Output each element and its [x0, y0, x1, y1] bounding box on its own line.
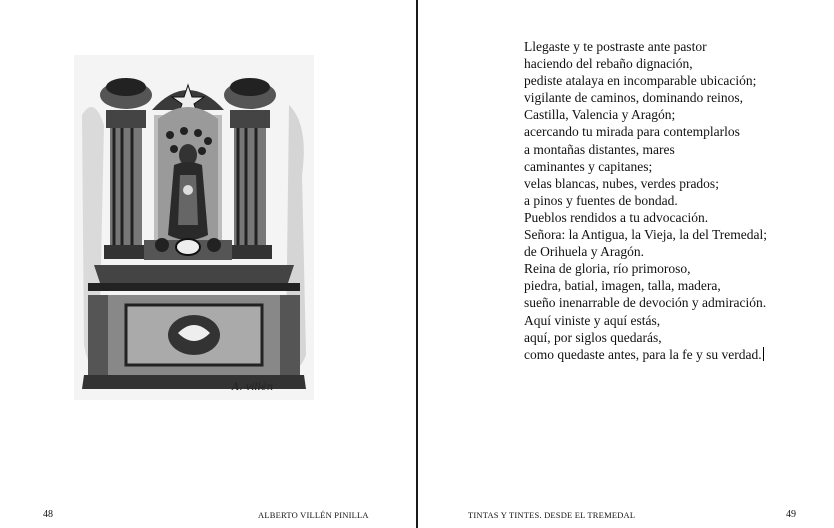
poem-line: piedra, batial, imagen, talla, madera,	[524, 278, 721, 294]
artist-signature: A. villén	[232, 382, 274, 393]
altarpiece-ink-illustration	[74, 55, 314, 400]
text-cursor	[763, 347, 764, 361]
poem-line: Aquí viniste y aquí estás,	[524, 312, 661, 328]
poem-line: a pinos y fuentes de bondad.	[524, 192, 678, 208]
left-page	[0, 0, 416, 528]
altarpiece-drawing	[74, 55, 314, 400]
poem-line: de Orihuela y Aragón.	[524, 244, 644, 260]
poem-line: acercando tu mirada para contemplarlos	[524, 124, 740, 140]
poem-line: como quedaste antes, para la fe y su verdad.	[524, 346, 762, 362]
poem-line: Señora: la Antigua, la Vieja, la del Tremedal;	[524, 227, 768, 243]
poem-line: caminantes y capitanes;	[524, 158, 653, 174]
poem-text[interactable]	[524, 38, 824, 363]
poem-line: velas blancas, nubes, verdes prados;	[524, 175, 719, 191]
poem-line: vigilante de caminos, dominando reinos,	[524, 90, 743, 106]
poem-line: a montañas distantes, mares	[524, 141, 675, 157]
running-footer-author: ALBERTO VILLÉN PINILLA	[258, 510, 369, 520]
poem-line: aquí, por siglos quedarás,	[524, 329, 662, 345]
poem-line: Reina de gloria, río primoroso,	[524, 261, 691, 277]
poem-line: haciendo del rebaño dignación,	[524, 56, 693, 72]
page-number-left: 48	[43, 509, 53, 520]
poem-line: Pueblos rendidos a tu advocación.	[524, 209, 709, 225]
page-number-right: 49	[786, 509, 796, 520]
poem-line: Castilla, Valencia y Aragón;	[524, 107, 676, 123]
running-footer-title: TINTAS Y TINTES. DESDE EL TREMEDAL	[468, 510, 636, 520]
poem-line: pediste atalaya en incomparable ubicación;	[524, 73, 757, 89]
poem-line: Llegaste y te postraste ante pastor	[524, 39, 707, 54]
poem-line: sueño inenarrable de devoción y admiración.	[524, 295, 767, 311]
